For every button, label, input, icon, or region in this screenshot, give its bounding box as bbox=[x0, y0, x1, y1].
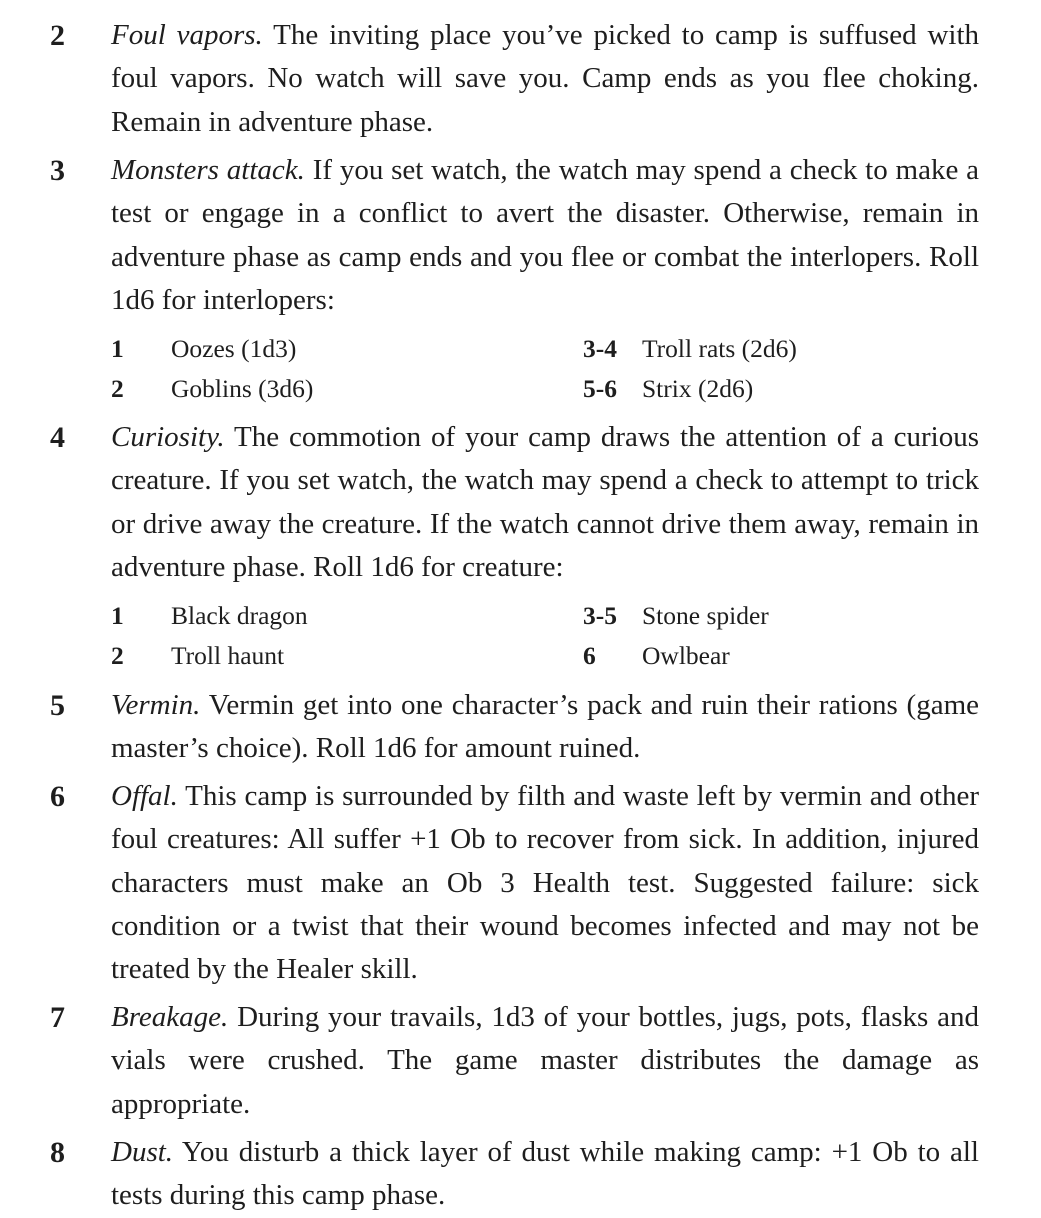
entry-title: Dust. bbox=[111, 1136, 174, 1168]
entry-number: 8 bbox=[50, 1136, 65, 1169]
roll-number: 2 bbox=[111, 374, 124, 403]
roll-number: 1 bbox=[111, 334, 124, 363]
entry-text: If you set watch, the watch may spend a check to make a test or engage in a conflict to avert the disaster. Otherwise, remain in adventure phase as camp ends and you flee or combat the interlopers. Roll 1d6 for interlopers: bbox=[111, 154, 980, 316]
entry-number: 6 bbox=[50, 780, 65, 813]
table-row bbox=[111, 596, 979, 636]
roll-number: 6 bbox=[583, 641, 596, 670]
entry-body bbox=[111, 14, 979, 144]
entry-body bbox=[111, 1131, 979, 1218]
entry-body bbox=[111, 684, 979, 771]
entry-number: 5 bbox=[50, 689, 65, 722]
entry-text: During your travails, 1d3 of your bottles, jugs, pots, flasks and vials were crushed. The game master distributes the damage as appropriate. bbox=[111, 1001, 980, 1120]
roll-result: Black dragon bbox=[171, 601, 308, 630]
roll-result: Goblins (3d6) bbox=[171, 374, 314, 403]
entry-title: Offal. bbox=[111, 780, 178, 812]
table-row bbox=[111, 369, 979, 409]
roll-number: 3-4 bbox=[583, 334, 617, 363]
entry-body bbox=[111, 416, 979, 589]
table-row bbox=[111, 329, 979, 369]
entry-title: Vermin. bbox=[111, 689, 201, 721]
roll-number: 2 bbox=[111, 641, 124, 670]
entry-number: 2 bbox=[50, 19, 65, 52]
roll-result: Oozes (1d3) bbox=[171, 334, 297, 363]
table-row bbox=[111, 636, 979, 676]
roll-result: Owlbear bbox=[642, 641, 730, 670]
entry-text: You disturb a thick layer of dust while making camp: +1 Ob to all tests during this camp phase. bbox=[111, 1136, 979, 1212]
roll-number: 3-5 bbox=[583, 601, 617, 630]
entry-number: 3 bbox=[50, 154, 65, 187]
interlopers-table bbox=[111, 329, 979, 409]
entry-title: Foul vapors. bbox=[111, 19, 263, 51]
entry-number: 7 bbox=[50, 1001, 65, 1034]
roll-result: Troll rats (2d6) bbox=[642, 334, 797, 363]
entry-title: Breakage. bbox=[111, 1001, 229, 1033]
entry-title: Monsters attack. bbox=[111, 154, 305, 186]
roll-result: Strix (2d6) bbox=[642, 374, 754, 403]
roll-result: Stone spider bbox=[642, 601, 769, 630]
entry-title: Curiosity. bbox=[111, 421, 225, 453]
entry-number: 4 bbox=[50, 421, 65, 454]
entry-body bbox=[111, 996, 979, 1126]
roll-number: 5-6 bbox=[583, 374, 617, 403]
entry-body bbox=[111, 149, 979, 322]
creature-table bbox=[111, 596, 979, 676]
entry-text: The inviting place you’ve picked to camp is suffused with foul vapors. No watch will save you. Camp ends as you flee choking. Remain in adventure phase. bbox=[111, 19, 980, 138]
roll-number: 1 bbox=[111, 601, 124, 630]
entry-text: The commotion of your camp draws the attention of a curious creature. If you set watch, the watch may spend a check to attempt to trick or drive away the creature. If the watch cannot drive them away, remain in adventure phase. Roll 1d6 for creature: bbox=[111, 421, 979, 583]
entry-body bbox=[111, 775, 979, 991]
entry-text: This camp is surrounded by filth and waste left by vermin and other foul creatures: All suffer +1 Ob to recover from sick. In addition, injured characters must make an Ob 3 Health test. Suggested failure: sick condition or a twist that their wound becomes infected and may not be treated by the Healer skill. bbox=[111, 780, 979, 986]
roll-result: Troll haunt bbox=[171, 641, 285, 670]
entry-text: Vermin get into one character’s pack and ruin their rations (game master’s choice). Roll 1d6 for amount ruined. bbox=[111, 689, 979, 765]
